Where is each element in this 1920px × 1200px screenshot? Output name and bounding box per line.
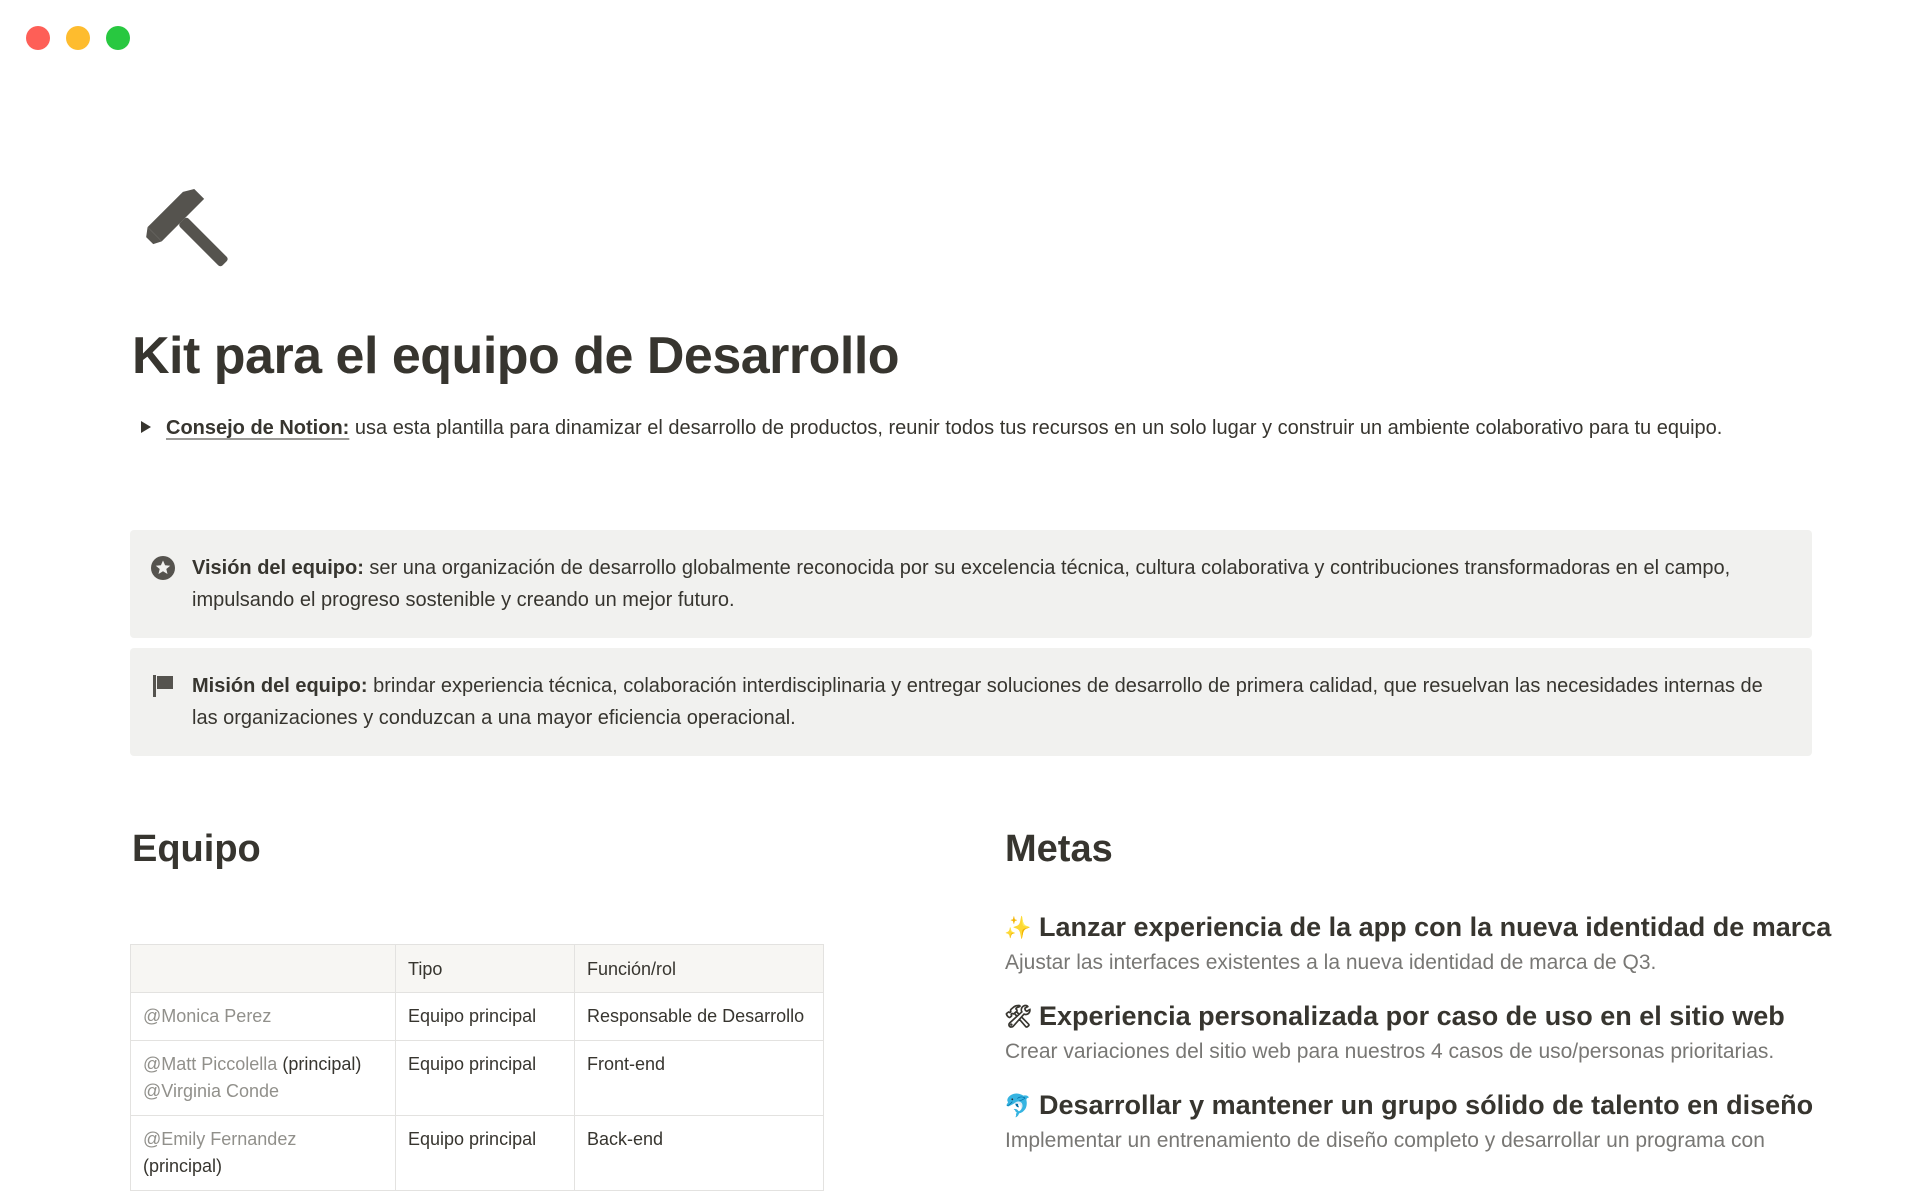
table-row[interactable] xyxy=(131,1041,824,1116)
toggle-arrow-icon[interactable] xyxy=(138,412,166,442)
goals-heading[interactable]: Metas xyxy=(1005,828,1113,870)
type-cell[interactable]: Equipo principal xyxy=(396,1041,575,1116)
member-mention[interactable]: @Monica Perez xyxy=(143,1006,272,1026)
goal-item[interactable] xyxy=(1004,912,1832,975)
table-header-row xyxy=(131,945,824,993)
dolphin-icon: 🐬 xyxy=(1004,1092,1032,1118)
tip-body: usa esta plantilla para dinamizar el desarrollo de productos, reunir todos tus recursos en un solo lugar y construir un ambiente colaborativo para tu equipo. xyxy=(349,417,1723,439)
mission-text xyxy=(192,670,1782,734)
role-cell[interactable]: Back-end xyxy=(575,1116,824,1191)
table-row[interactable] xyxy=(131,993,824,1041)
member-mention[interactable]: @Matt Piccolella xyxy=(143,1054,278,1074)
member-note: (principal) xyxy=(143,1156,223,1176)
tools-icon: 🛠 xyxy=(1004,1003,1032,1029)
member-mention[interactable]: @Emily Fernandez xyxy=(143,1129,297,1149)
column-header-name[interactable] xyxy=(131,945,396,993)
vision-label: Visión del equipo: xyxy=(192,557,364,579)
goals-list xyxy=(1004,912,1832,1179)
tip-text xyxy=(166,412,1818,444)
goal-title xyxy=(1004,912,1832,943)
type-cell[interactable]: Equipo principal xyxy=(396,1116,575,1191)
member-note: (principal) xyxy=(277,1054,362,1074)
goal-title-text: Desarrollar y mantener un grupo sólido de talento en diseño xyxy=(1039,1090,1814,1120)
member-mention[interactable]: @Virginia Conde xyxy=(143,1081,280,1101)
notion-tip-toggle xyxy=(138,412,1818,444)
page-title[interactable]: Kit para el equipo de Desarrollo xyxy=(132,327,900,385)
hammer-icon[interactable] xyxy=(140,180,240,280)
member-cell[interactable] xyxy=(131,1041,396,1116)
maximize-window-button[interactable] xyxy=(106,26,130,50)
type-cell[interactable]: Equipo principal xyxy=(396,993,575,1041)
close-window-button[interactable] xyxy=(26,26,50,50)
vision-body: ser una organización de desarrollo globalmente reconocida por su excelencia técnica, cultura colaborativa y contribuciones transformadoras en el campo, impulsando el progreso sostenible y creando un mejor futuro. xyxy=(192,557,1731,611)
minimize-window-button[interactable] xyxy=(66,26,90,50)
goal-item[interactable] xyxy=(1005,1001,1825,1064)
notion-tip-link[interactable]: Consejo de Notion: xyxy=(166,417,350,439)
vision-callout[interactable] xyxy=(130,530,1812,638)
window-controls xyxy=(26,26,130,50)
goal-item[interactable] xyxy=(1005,1090,1825,1153)
mission-body: brindar experiencia técnica, colaboración interdisciplinaria y entregar soluciones de desarrollo de primera calidad, que resuelvan las necesidades internas de las organizaciones y conduzcan a una mayor eficiencia operacional. xyxy=(192,675,1763,729)
mission-callout[interactable] xyxy=(130,648,1812,756)
star-circle-icon xyxy=(150,552,192,584)
team-heading[interactable]: Equipo xyxy=(132,828,261,870)
member-cell[interactable] xyxy=(131,993,396,1041)
role-cell[interactable]: Front-end xyxy=(575,1041,824,1116)
goal-description: Ajustar las interfaces existentes a la nueva identidad de marca de Q3. xyxy=(1005,951,1657,974)
goal-title xyxy=(1005,1090,1825,1121)
goal-title-text: Lanzar experiencia de la app con la nueva identidad de marca xyxy=(1039,912,1832,942)
column-header-type[interactable]: Tipo xyxy=(396,945,575,993)
column-header-role[interactable]: Función/rol xyxy=(575,945,824,993)
goal-title xyxy=(1005,1001,1825,1032)
sparkles-icon: ✨ xyxy=(1004,914,1032,940)
table-row[interactable] xyxy=(131,1116,824,1191)
member-cell[interactable] xyxy=(131,1116,396,1191)
vision-text xyxy=(192,552,1782,616)
role-cell[interactable]: Responsable de Desarrollo xyxy=(575,993,824,1041)
goal-description: Implementar un entrenamiento de diseño completo y desarrollar un programa con xyxy=(1005,1129,1765,1152)
flag-icon xyxy=(150,670,192,702)
team-table xyxy=(130,944,824,1191)
goal-description: Crear variaciones del sitio web para nuestros 4 casos de uso/personas prioritarias. xyxy=(1005,1040,1775,1063)
mission-label: Misión del equipo: xyxy=(192,675,368,697)
goal-title-text: Experiencia personalizada por caso de uso en el sitio web xyxy=(1039,1001,1785,1031)
